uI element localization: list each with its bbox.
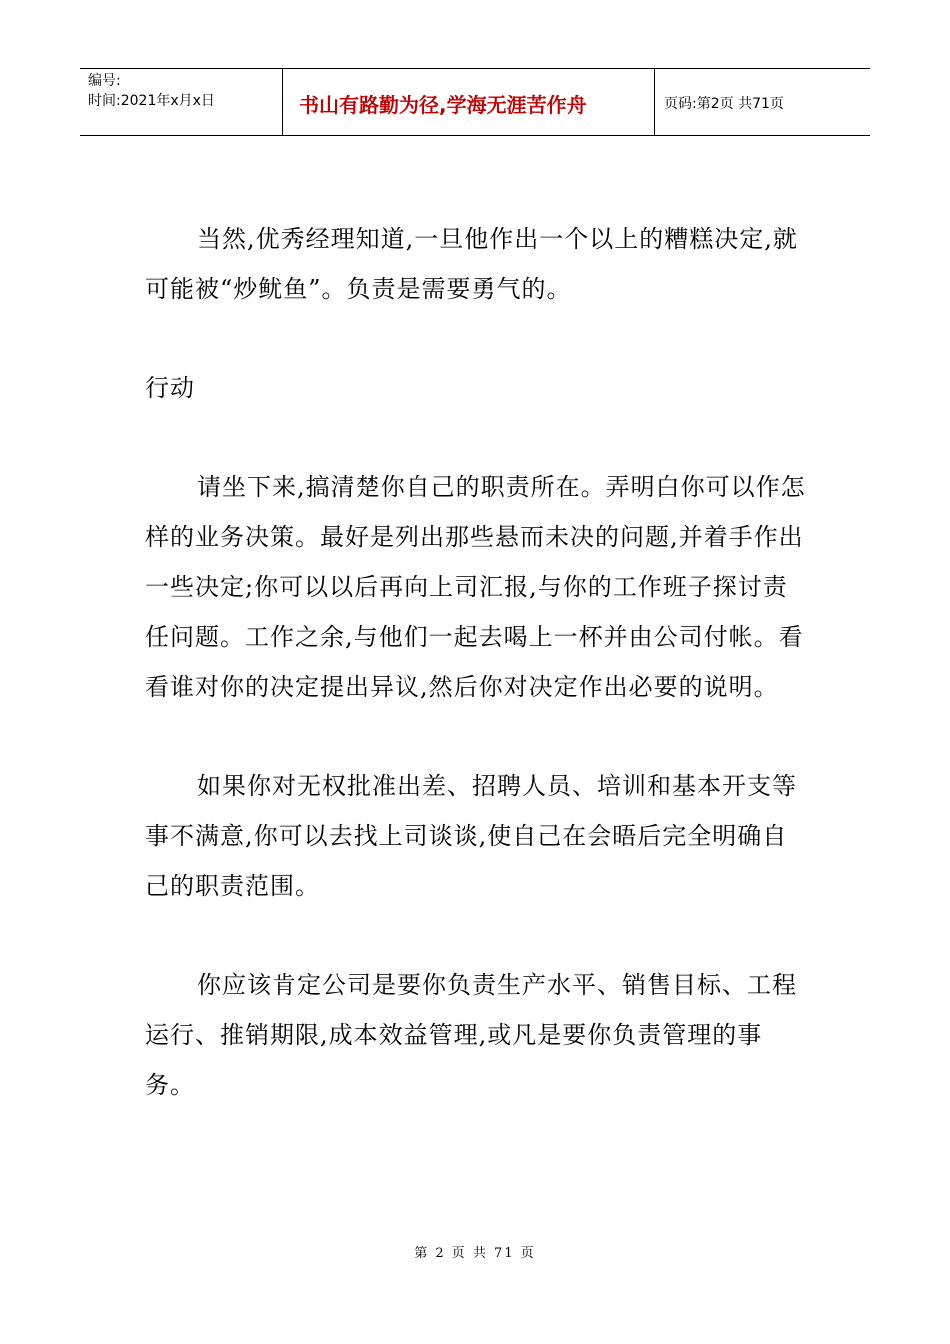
- header-meta-cell: [80, 69, 283, 135]
- header-motto-cell: [283, 69, 655, 135]
- doc-number-label: 编号:: [88, 73, 121, 89]
- time-label: 时间:2021年x月x日: [88, 93, 215, 109]
- paragraph: 如果你对无权批准出差、招聘人员、培训和基本开支等事不满意,你可以去找上司谈谈,使自己在会晤后完全明确自己的职责范围。: [145, 772, 797, 900]
- document-body: [145, 214, 810, 1159]
- header-page-code: 页码:第2页 共71页: [664, 96, 784, 112]
- paragraph: 请坐下来,搞清楚你自己的职责所在。弄明白你可以作怎样的业务决策。最好是列出那些悬而未决的问题,并着手作出一些决定;你可以以后再向上司汇报,与你的工作班子探讨责任问题。工作之余,与他们一起去喝上一杯并由公司付帐。看看谁对你的决定提出异议,然后你对决定作出必要的说明。: [145, 473, 806, 701]
- page-footer: 第 2 页 共 71 页: [414, 1246, 536, 1261]
- header-motto: 书山有路勤为径,学海无涯苦作舟: [299, 93, 587, 117]
- section-heading: 行动: [145, 374, 195, 402]
- paragraph: 你应该肯定公司是要你负责生产水平、销售目标、工程运行、推销期限,成本效益管理,或凡是要你负责管理的事务。: [145, 971, 797, 1099]
- header-page-cell: [655, 69, 870, 135]
- page-header: [80, 68, 870, 136]
- paragraph: 当然,优秀经理知道,一旦他作出一个以上的糟糕决定,就可能被“炒鱿鱼”。负责是需要勇气的。: [145, 225, 798, 303]
